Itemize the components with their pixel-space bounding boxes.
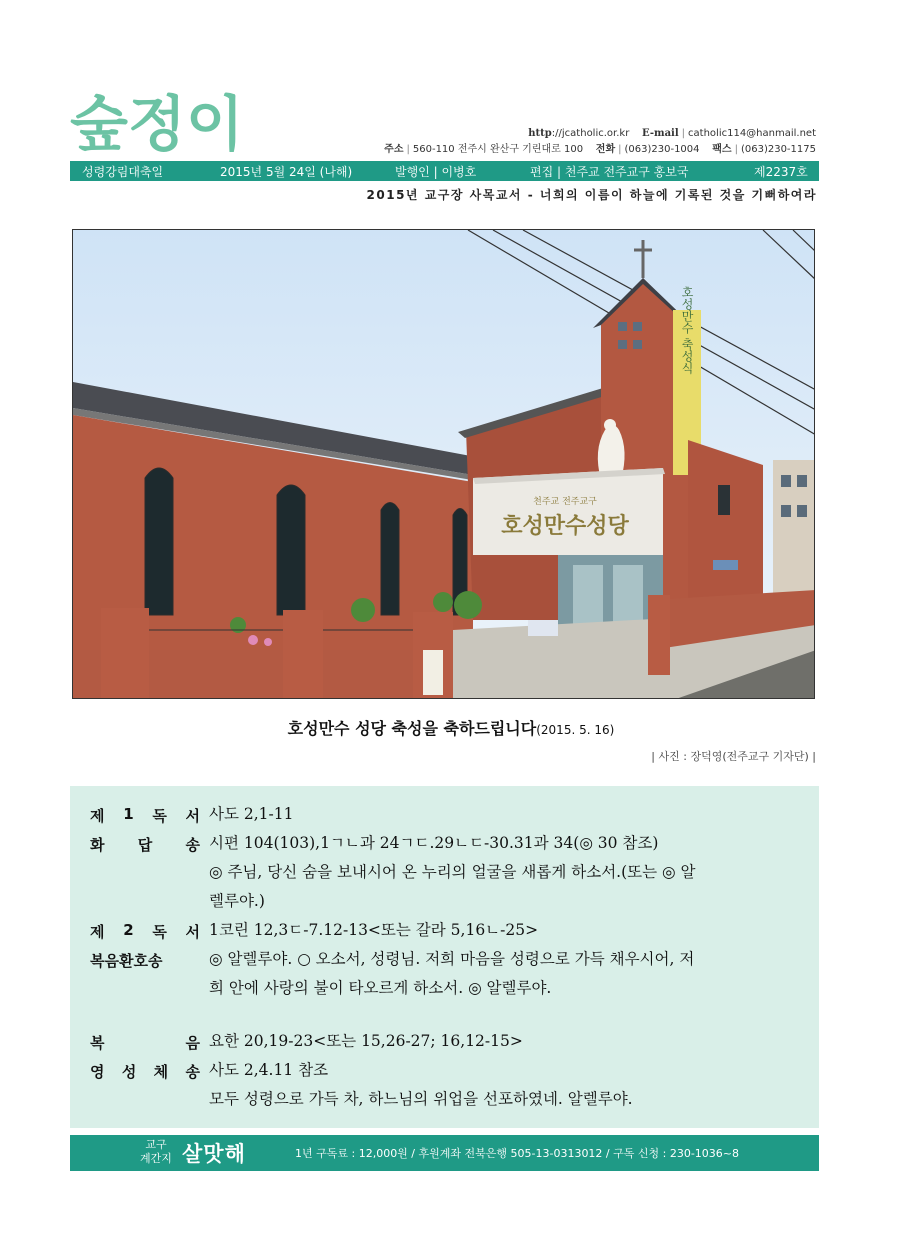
church-banner: 호성만수 축성식 bbox=[680, 286, 694, 374]
publisher: 발행인 | 이병호 bbox=[395, 164, 477, 179]
footer-subscription-text: 1년 구독료 : 12,000원 / 후원계좌 전북은행 505-13-0313012 / 구독 신청 : 230-1036~8 bbox=[295, 1147, 740, 1160]
web-label: http bbox=[528, 128, 552, 139]
church-illustration bbox=[73, 230, 815, 699]
contact-line-2: 주소 | 560-110 전주시 완산구 기린대로 100 전화 | (063)230-1004 팩스 | (063)230-1175 bbox=[384, 144, 816, 155]
caption-date: (2015. 5. 16) bbox=[536, 723, 615, 737]
caption-title: 호성만수 성당 축성을 축하드립니다 bbox=[287, 719, 537, 738]
address-value: 560-110 전주시 완산구 기린대로 100 bbox=[412, 144, 584, 155]
issue-date: 2015년 5월 24일 (나해) bbox=[220, 164, 353, 179]
acclamation-label: 복음환호송 bbox=[90, 952, 163, 970]
acclamation-line-2: 희 안에 사랑의 불이 타오르게 하소서. ◎ 알렐루야. bbox=[209, 979, 552, 997]
footer-bar bbox=[70, 1135, 819, 1171]
reading-text-acclamation bbox=[209, 945, 804, 1003]
phone-label: 전화 bbox=[595, 144, 616, 155]
reading-text-first: 사도 2,1-11 bbox=[209, 805, 294, 823]
communion-line-1: 사도 2,4.11 참조 bbox=[209, 1061, 329, 1079]
sign-subtitle: 천주교 전주교구 bbox=[533, 497, 597, 507]
footer-small-bottom: 계간지 bbox=[140, 1152, 172, 1165]
phone-value: (063)230-1004 bbox=[624, 144, 700, 155]
fax-value: (063)230-1175 bbox=[740, 144, 816, 155]
email-link[interactable]: catholic114@hanmail.net bbox=[688, 128, 816, 139]
masthead-title: 숲정이 bbox=[70, 90, 244, 152]
website-link[interactable]: ://jcatholic.or.kr bbox=[551, 128, 630, 139]
address-label: 주소 bbox=[384, 144, 404, 155]
church-photo bbox=[72, 229, 815, 699]
issue-number: 제2237호 bbox=[754, 164, 808, 179]
fax-label: 팩스 bbox=[712, 144, 732, 155]
reading-text-gospel: 요한 20,19-23<또는 15,26-27; 16,12-15> bbox=[209, 1032, 523, 1050]
reading-label-communion: 영 성 체 송 bbox=[90, 1063, 200, 1081]
feast-name: 성령강림대축일 bbox=[82, 164, 164, 179]
communion-line-2: 모두 성령으로 가득 차, 하느님의 위업을 선포하였네. 알렐루야. bbox=[209, 1090, 633, 1108]
masthead-logo bbox=[70, 90, 270, 152]
reading-label-second: 제 2 독 서 bbox=[90, 921, 200, 941]
footer-magazine-logo: 살맛해 bbox=[182, 1141, 246, 1166]
psalm-line-3: 렐루야.) bbox=[209, 892, 265, 910]
info-bar bbox=[70, 161, 819, 181]
readings-box bbox=[70, 786, 819, 1128]
contact-block bbox=[384, 126, 816, 158]
reading-text-communion bbox=[209, 1056, 804, 1114]
footer-small-top: 교구 bbox=[145, 1138, 167, 1151]
contact-line-1: http://jcatholic.or.kr E-mail | catholic114@hanmail.net bbox=[528, 128, 816, 139]
reading-label-acclamation bbox=[90, 950, 200, 971]
reading-label-psalm: 화 답 송 bbox=[90, 836, 200, 854]
pastoral-motto: 2015년 교구장 사목교서 - 너희의 이름이 하늘에 기록된 것을 기뻐하여라 bbox=[366, 188, 817, 202]
reading-label-gospel: 복 음 bbox=[90, 1034, 200, 1052]
reading-text-psalm bbox=[209, 829, 804, 916]
psalm-line-2: ◎ 주님, 당신 숨을 보내시어 온 누리의 얼굴을 새롭게 하소서.(또는 ◎ 알 bbox=[209, 863, 696, 881]
footer-small-label bbox=[140, 1138, 172, 1166]
acclamation-line-1: ◎ 알렐루야. ○ 오소서, 성령님. 저희 마음을 성령으로 가득 채우시어, 저 bbox=[209, 950, 695, 968]
reading-label-first: 제 1 독 서 bbox=[90, 805, 200, 825]
reading-text-second: 1코린 12,3ㄷ-7.12-13<또는 갈라 5,16ㄴ-25> bbox=[209, 921, 539, 939]
psalm-line-1: 시편 104(103),1ㄱㄴ과 24ㄱㄷ.29ㄴㄷ-30.31과 34(◎ 30 참조) bbox=[209, 834, 659, 852]
photo-credit: | 사진 : 장덕영(전주교구 기자단) | bbox=[651, 750, 816, 763]
email-label: E-mail bbox=[642, 128, 679, 139]
church-sign: 호성만수성당 bbox=[501, 514, 629, 539]
photo-caption bbox=[0, 716, 902, 739]
editor: 편집 | 천주교 전주교구 홍보국 bbox=[530, 164, 689, 179]
